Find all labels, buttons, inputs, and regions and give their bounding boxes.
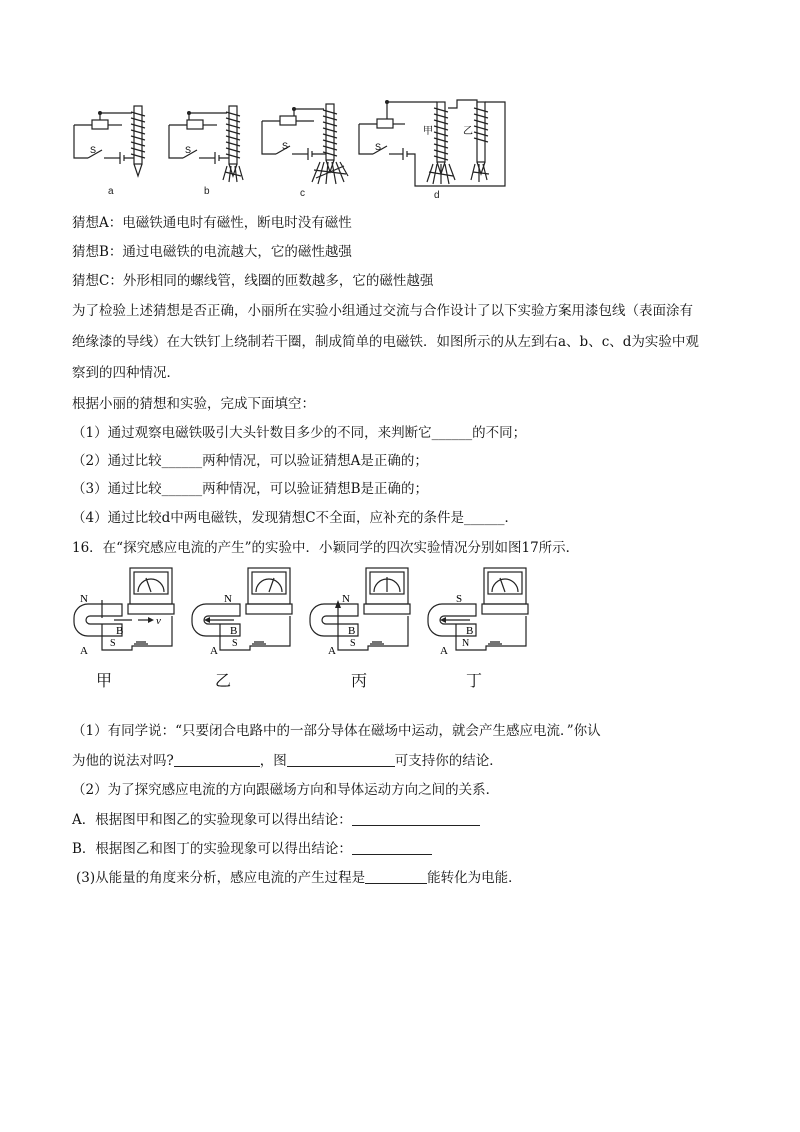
circuit-diagram-a xyxy=(70,100,160,185)
instruction-text: 根据小丽的猜想和实验，完成下面填空： xyxy=(72,396,315,412)
svg-text:A: A xyxy=(80,645,88,657)
answer-blank-2[interactable] xyxy=(287,752,395,767)
caption-ding: 丁 xyxy=(466,671,483,690)
svg-text:S: S xyxy=(185,145,192,155)
q15-item-4: （4）通过比较d中两电磁铁，发现猜想C不全面，应补充的条件是______． xyxy=(72,510,519,526)
svg-text:乙: 乙 xyxy=(463,126,473,137)
figure-label-b: b xyxy=(204,186,210,197)
answer-blank-4[interactable] xyxy=(352,840,432,855)
guess-a: 猜想A：电磁铁通电时有磁性，断电时没有磁性 xyxy=(72,215,352,231)
svg-text:S: S xyxy=(375,142,382,152)
q15-item-2: （2）通过比较______两种情况，可以验证猜想A是正确的； xyxy=(72,453,428,469)
svg-text:B: B xyxy=(230,625,238,637)
q16-part2: （2）为了探究感应电流的方向跟磁场方向和导体运动方向之间的关系． xyxy=(72,782,500,798)
paragraph-line-1: 为了检验上述猜想是否正确，小丽所在实验小组通过交流与合作设计了以下实验方案用漆包线（表面涂有 xyxy=(72,303,693,319)
svg-text:N: N xyxy=(224,593,232,605)
svg-text:B: B xyxy=(348,625,356,637)
circuit-diagram-d xyxy=(355,94,515,194)
q16-part3-tail: 能转化为电能． xyxy=(427,870,522,886)
guess-b: 猜想B：通过电磁铁的电流越大，它的磁性越强 xyxy=(72,244,352,260)
q16-part-b-text: B．根据图乙和图丁的实验现象可以得出结论： xyxy=(72,841,352,857)
induction-panel-ding xyxy=(426,564,536,659)
q16-part1-figure-text: ，图 xyxy=(259,753,287,769)
svg-text:B: B xyxy=(466,625,474,637)
answer-blank-3[interactable] xyxy=(352,811,480,826)
svg-text:v: v xyxy=(156,615,161,627)
figure-label-c: c xyxy=(300,188,305,199)
q16-title: 16．在“探究感应电流的产生”的实验中．小颖同学的四次实验情况分别如图17所示． xyxy=(72,540,580,556)
svg-text:S: S xyxy=(110,638,116,649)
svg-text:S: S xyxy=(350,638,356,649)
svg-text:B: B xyxy=(116,625,124,637)
q16-part1-b xyxy=(72,751,503,771)
q15-item-3: （3）通过比较______两种情况，可以验证猜想B是正确的； xyxy=(72,481,429,497)
answer-blank-5[interactable] xyxy=(365,869,427,884)
induction-panel-yi xyxy=(190,564,300,659)
circuit-diagram-c xyxy=(258,96,358,186)
answer-blank-1[interactable] xyxy=(174,752,260,767)
caption-bing: 丙 xyxy=(351,671,368,690)
svg-text:N: N xyxy=(462,638,470,649)
svg-text:甲: 甲 xyxy=(423,126,433,137)
caption-jia: 甲 xyxy=(96,671,113,690)
circuit-diagram-b xyxy=(165,100,255,185)
guess-c: 猜想C：外形相同的螺线管，线圈的匝数越多，它的磁性越强 xyxy=(72,273,434,289)
svg-text:S: S xyxy=(232,638,238,649)
svg-text:N: N xyxy=(80,593,88,605)
svg-text:A: A xyxy=(210,645,218,657)
svg-text:N: N xyxy=(342,593,350,605)
q16-part-a-text: A．根据图甲和图乙的实验现象可以得出结论： xyxy=(72,812,352,828)
svg-text:S: S xyxy=(282,141,289,151)
svg-text:A: A xyxy=(328,645,336,657)
induction-panel-bing xyxy=(308,564,418,659)
paragraph-line-2: 绝缘漆的导线）在大铁钉上绕制若干圈，制成简单的电磁铁．如图所示的从左到右a、b、c、d为实验中观 xyxy=(72,334,699,350)
q16-part3-text: (3)从能量的角度来分析，感应电流的产生过程是 xyxy=(76,870,366,886)
svg-text:S: S xyxy=(456,593,463,605)
q16-part1-a: （1）有同学说：“只要闭合电路中的一部分导体在磁场中运动，就会产生感应电流．”你认 xyxy=(72,723,601,739)
figure-label-a: a xyxy=(108,186,114,197)
q16-part3 xyxy=(76,868,522,888)
paragraph-line-3: 察到的四种情况． xyxy=(72,365,180,381)
q15-item-1: （1）通过观察电磁铁吸引大头针数目多少的不同，来判断它______的不同； xyxy=(72,425,527,441)
q16-part-a xyxy=(72,810,480,830)
q16-part-b xyxy=(72,839,432,859)
q16-part1-question: 为他的说法对吗? xyxy=(72,753,174,769)
induction-panel-jia xyxy=(72,564,182,659)
q16-part1-tail: 可支持你的结论． xyxy=(394,753,503,769)
figure-label-d: d xyxy=(434,190,440,201)
svg-text:S: S xyxy=(90,145,97,155)
caption-yi: 乙 xyxy=(215,671,232,690)
svg-text:A: A xyxy=(440,645,448,657)
